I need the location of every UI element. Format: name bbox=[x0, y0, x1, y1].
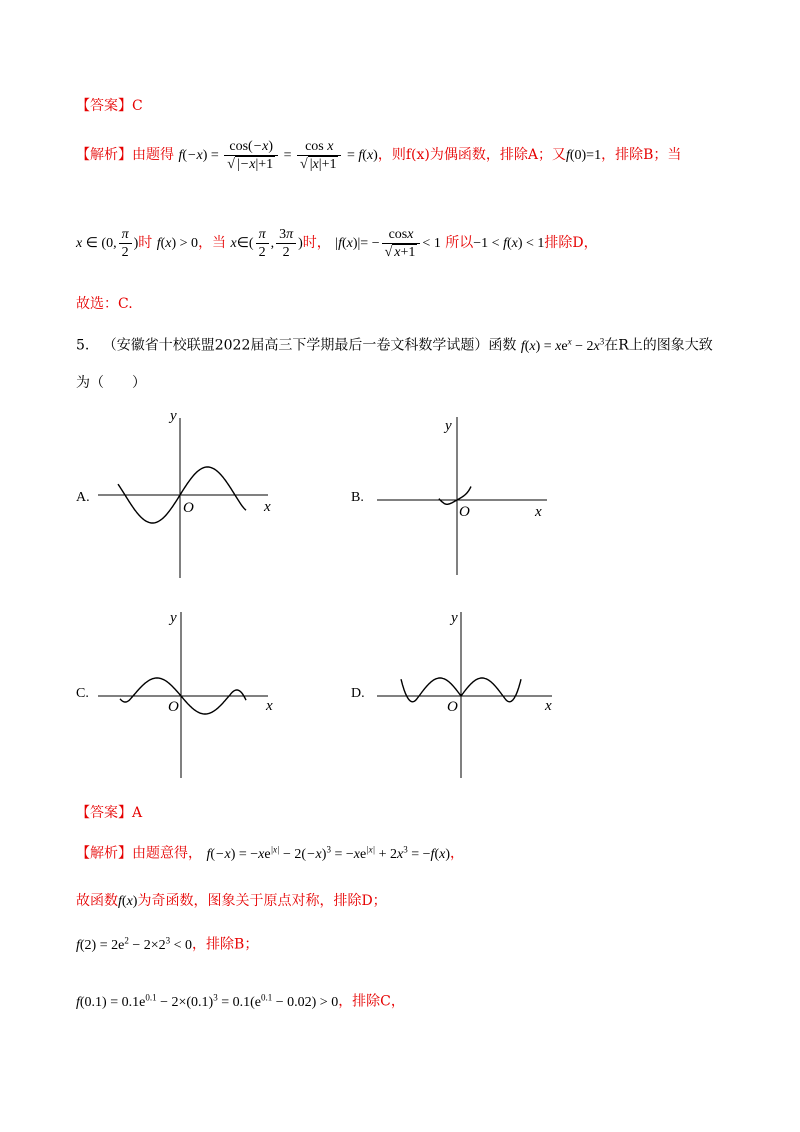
formula-odd-check: $f(-x) = -xe^{|x|} - 2(-x)^3 = -xe^{|x|} + 2x^3 = -f(x)$ bbox=[206, 844, 450, 862]
analysis-text-1: ，则f(x)为偶函数，排除A；又 bbox=[377, 147, 566, 163]
analysis-text-b: 为奇函数，图象关于原点对称，排除D； bbox=[137, 893, 387, 909]
formula-fx: f(x) bbox=[118, 894, 138, 909]
q4-answer-line bbox=[76, 96, 143, 116]
x-axis-label: x bbox=[535, 504, 542, 520]
q5-answer-line bbox=[76, 803, 142, 823]
q5-stem-line2: 为（ ） bbox=[76, 375, 146, 391]
x-axis-label: x bbox=[266, 698, 273, 714]
formula-abs-bound: |f(x)|= − $\frac{\cos x}{√ x+1}$ < 1 bbox=[335, 227, 441, 261]
q5-analysis-line2 bbox=[76, 887, 387, 915]
formula-f01: $f(0.1) = 0.1e^{0.1} - 2\times(0.1)^3 = 0.1(e^{0.1} - 0.02) > 0$ bbox=[76, 992, 339, 1010]
q5-analysis-line3 bbox=[76, 926, 258, 954]
option-d-label[interactable]: D. bbox=[351, 686, 365, 701]
analysis-tag: 【解析】 bbox=[76, 147, 132, 163]
origin-label: O bbox=[183, 500, 194, 516]
graph-option-d[interactable] bbox=[365, 600, 565, 790]
text-dang: ，当 bbox=[198, 235, 227, 251]
answer-value: A bbox=[132, 805, 143, 821]
question-source: （安徽省十校联盟2022届高三下学期最后一卷文科数学试题）函数 bbox=[102, 337, 517, 354]
question-number: 5. bbox=[76, 337, 90, 354]
graph-option-a[interactable] bbox=[90, 400, 290, 590]
formula-interval-1: x ∈ (0, $\frac{\pi}{2}$ ) bbox=[76, 227, 139, 261]
curve bbox=[439, 487, 471, 505]
origin-label: O bbox=[459, 504, 470, 520]
analysis-lead: 由题得 bbox=[132, 147, 174, 163]
text-when: 时 bbox=[138, 235, 153, 251]
analysis-text-c: ，排除B； bbox=[192, 936, 259, 953]
origin-label: O bbox=[447, 699, 458, 715]
q4-conclusion: 故选：C. bbox=[76, 296, 133, 312]
origin-label: O bbox=[168, 699, 179, 715]
y-axis-label: y bbox=[445, 418, 452, 434]
comma: ， bbox=[450, 845, 464, 862]
q4-analysis-line1 bbox=[76, 134, 681, 176]
x-axis-label: x bbox=[264, 499, 271, 515]
analysis-text-d: ，排除C， bbox=[338, 993, 405, 1010]
answer-tag: 【答案】 bbox=[76, 98, 132, 114]
text-exclude-d: 排除D， bbox=[544, 235, 598, 251]
option-c-label[interactable]: C. bbox=[76, 686, 89, 701]
graph-option-b[interactable] bbox=[365, 405, 565, 585]
answer-value: C bbox=[132, 98, 143, 114]
analysis-lead: 由题意得， bbox=[132, 845, 202, 862]
formula-f0: f(0)=1 bbox=[565, 148, 602, 163]
y-axis-label: y bbox=[170, 408, 177, 424]
option-b-label[interactable]: B. bbox=[351, 490, 364, 505]
q5-analysis-line1 bbox=[76, 835, 464, 863]
y-axis-label: y bbox=[451, 610, 458, 626]
formula-positive: f(x) > 0 bbox=[156, 236, 199, 251]
formula-function: $f(x) = xe^x - 2x^3$ bbox=[520, 336, 605, 354]
analysis-text-a: 故函数 bbox=[76, 893, 118, 909]
graph-option-c[interactable] bbox=[90, 600, 290, 790]
formula-interval-2: x∈( $\frac{\pi}{2}$ , $\frac{3\pi}{2}$ ) bbox=[230, 227, 303, 261]
formula-f2: $f(2) = 2e^2 - 2\times 2^3 < 0$ bbox=[76, 935, 193, 953]
analysis-text-2: ，排除B；当 bbox=[601, 147, 682, 163]
answer-tag: 【答案】 bbox=[76, 805, 132, 821]
option-a-label[interactable]: A. bbox=[76, 490, 90, 505]
formula-even-check: f(−x) = $\frac{\cos(-x)}{√ |-x|+1}$ = $\frac{\text{cos x}}{√ |x|+1}$ = f(x) bbox=[178, 139, 378, 173]
q5-stem-line1 bbox=[76, 326, 713, 356]
y-axis-label: y bbox=[170, 610, 177, 626]
text-suoyi: 所以 bbox=[445, 235, 474, 251]
q5-analysis-line4 bbox=[76, 983, 405, 1011]
x-axis-label: x bbox=[545, 698, 552, 714]
analysis-tag: 【解析】 bbox=[76, 845, 132, 862]
q4-analysis-line2 bbox=[76, 222, 598, 264]
text-when2: 时， bbox=[302, 235, 331, 251]
question-tail: 在R上的图象大致 bbox=[604, 337, 713, 354]
formula-bound: −1 < f(x) < 1 bbox=[473, 236, 545, 251]
